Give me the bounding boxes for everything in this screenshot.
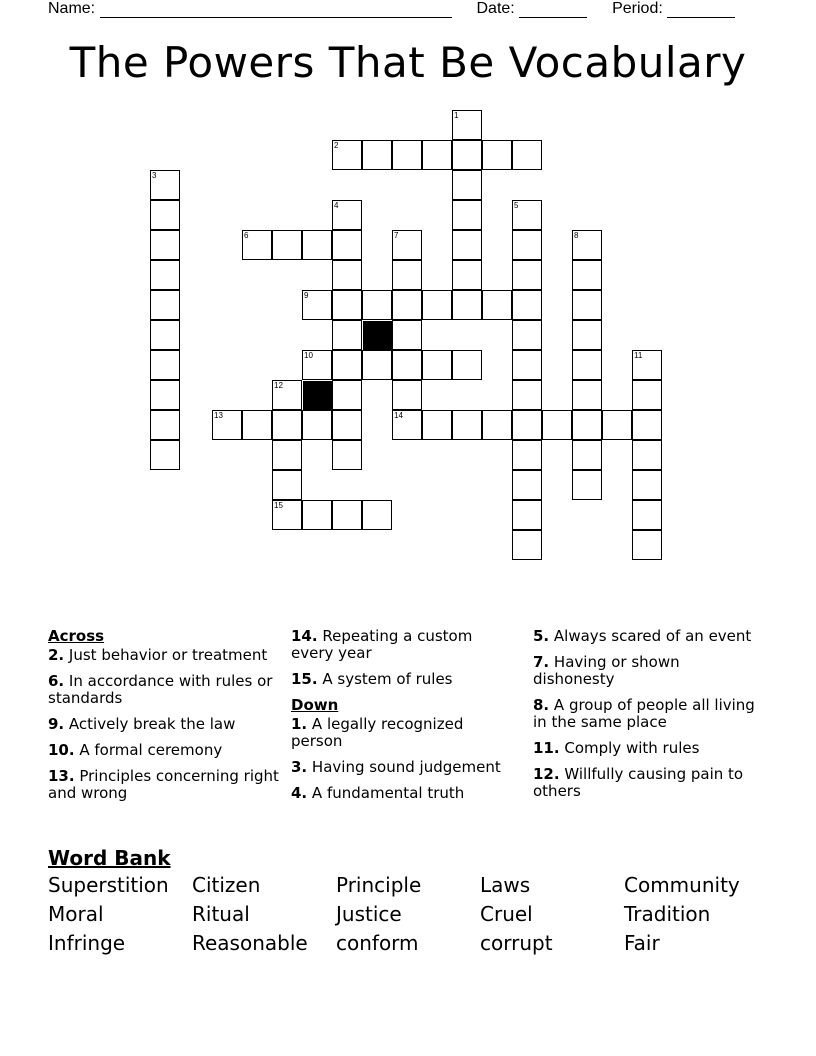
word-bank-item: Moral — [48, 902, 104, 926]
grid-cell[interactable] — [632, 350, 662, 380]
grid-cell[interactable] — [150, 320, 180, 350]
grid-cell[interactable] — [150, 380, 180, 410]
grid-cell[interactable] — [572, 350, 602, 380]
down-clues-col3 — [533, 628, 765, 809]
word-bank-item: Infringe — [48, 931, 126, 955]
grid-cell[interactable] — [150, 410, 180, 440]
grid-cell[interactable] — [392, 350, 422, 380]
grid-cell[interactable] — [452, 140, 482, 170]
grid-cell[interactable] — [572, 380, 602, 410]
word-bank-title: Word Bank — [48, 846, 171, 870]
grid-cell[interactable] — [572, 320, 602, 350]
word-bank-item: Cruel — [480, 902, 533, 926]
grid-cell[interactable] — [150, 290, 180, 320]
grid-cell[interactable] — [422, 140, 452, 170]
grid-cell[interactable] — [150, 440, 180, 470]
clue-number: 7 — [394, 231, 399, 240]
word-bank-item: Citizen — [192, 873, 261, 897]
clue-down-12: 12. Willfully causing pain to others — [533, 765, 744, 800]
grid-cell[interactable] — [392, 410, 422, 440]
clue-down-7: 7. Having or shown dishonesty — [533, 653, 680, 688]
grid-cell[interactable] — [572, 470, 602, 500]
grid-cell[interactable] — [150, 350, 180, 380]
grid-cell[interactable] — [392, 140, 422, 170]
clue-number: 4 — [334, 201, 339, 210]
grid-cell[interactable] — [512, 410, 542, 440]
grid-cell[interactable] — [392, 230, 422, 260]
grid-cell[interactable] — [272, 410, 302, 440]
grid-cell[interactable] — [452, 350, 482, 380]
word-bank-item: conform — [336, 931, 419, 955]
clue-number: 6 — [244, 231, 249, 240]
grid-cell[interactable] — [302, 290, 332, 320]
grid-cell[interactable] — [392, 320, 422, 350]
clue-number: 5 — [514, 201, 519, 210]
grid-cell[interactable] — [422, 290, 452, 320]
grid-cell[interactable] — [302, 350, 332, 380]
grid-cell[interactable] — [242, 230, 272, 260]
grid-cell[interactable] — [272, 470, 302, 500]
clue-number: 13 — [214, 411, 223, 420]
grid-cell[interactable] — [332, 350, 362, 380]
grid-cell[interactable] — [150, 260, 180, 290]
grid-cell[interactable] — [272, 500, 302, 530]
grid-cell[interactable] — [512, 290, 542, 320]
date-label: Date: — [476, 0, 515, 17]
grid-cell[interactable] — [512, 260, 542, 290]
word-bank-item: Community — [624, 873, 740, 897]
clue-across-2: 2. Just behavior or treatment — [48, 646, 268, 664]
grid-cell[interactable] — [332, 200, 362, 230]
clue-number: 12 — [274, 381, 283, 390]
grid-cell[interactable] — [632, 470, 662, 500]
grid-cell[interactable] — [482, 290, 512, 320]
grid-cell[interactable] — [332, 260, 362, 290]
clue-down-1: 1. A legally recognized person — [291, 715, 464, 750]
clue-down-5: 5. Always scared of an event — [533, 627, 752, 645]
clue-number: 15 — [274, 501, 283, 510]
grid-cell[interactable] — [452, 200, 482, 230]
name-label: Name: — [48, 0, 96, 17]
clue-number: 3 — [152, 171, 157, 180]
grid-cell[interactable] — [512, 320, 542, 350]
clue-across-9: 9. Actively break the law — [48, 715, 236, 733]
word-bank — [48, 874, 768, 955]
grid-cell[interactable] — [452, 170, 482, 200]
grid-cell[interactable] — [482, 410, 512, 440]
word-bank-item: Justice — [336, 902, 402, 926]
grid-cell[interactable] — [392, 380, 422, 410]
clue-number: 11 — [634, 351, 643, 360]
grid-cell[interactable] — [632, 410, 662, 440]
grid-cell[interactable] — [362, 350, 392, 380]
clue-number: 1 — [454, 111, 459, 120]
black-square — [363, 321, 393, 351]
clues-col2 — [291, 628, 511, 811]
grid-cell[interactable] — [150, 170, 180, 200]
grid-cell[interactable] — [512, 200, 542, 230]
grid-cell[interactable] — [572, 290, 602, 320]
grid-cell[interactable] — [512, 230, 542, 260]
word-bank-item: Tradition — [624, 902, 711, 926]
black-square — [303, 381, 333, 411]
grid-cell[interactable] — [332, 140, 362, 170]
grid-cell[interactable] — [332, 230, 362, 260]
clue-across-14: 14. Repeating a custom every year — [291, 627, 473, 662]
grid-cell[interactable] — [572, 440, 602, 470]
grid-cell[interactable] — [150, 200, 180, 230]
grid-cell[interactable] — [452, 260, 482, 290]
grid-cell[interactable] — [422, 410, 452, 440]
grid-cell[interactable] — [362, 290, 392, 320]
clue-across-13: 13. Principles concerning right and wrong — [48, 767, 279, 802]
across-heading: Across — [48, 627, 105, 645]
grid-cell[interactable] — [392, 260, 422, 290]
word-bank-item: Reasonable — [192, 931, 308, 955]
grid-cell[interactable] — [602, 410, 632, 440]
clue-across-15: 15. A system of rules — [291, 670, 453, 688]
grid-cell[interactable] — [632, 500, 662, 530]
grid-cell[interactable] — [572, 260, 602, 290]
grid-cell[interactable] — [632, 440, 662, 470]
grid-cell[interactable] — [332, 320, 362, 350]
clue-number: 10 — [304, 351, 313, 360]
grid-cell[interactable] — [542, 410, 572, 440]
grid-cell[interactable] — [272, 230, 302, 260]
word-bank-item: corrupt — [480, 931, 553, 955]
grid-cell[interactable] — [452, 290, 482, 320]
grid-cell[interactable] — [512, 440, 542, 470]
grid-cell[interactable] — [212, 410, 242, 440]
clue-across-6: 6. In accordance with rules or standards — [48, 672, 273, 707]
grid-cell[interactable] — [512, 380, 542, 410]
grid-cell[interactable] — [332, 440, 362, 470]
grid-cell[interactable] — [512, 470, 542, 500]
clue-down-3: 3. Having sound judgement — [291, 758, 501, 776]
grid-cell[interactable] — [452, 110, 482, 140]
clue-number: 14 — [394, 411, 403, 420]
period-label: Period: — [612, 0, 663, 17]
grid-cell[interactable] — [632, 380, 662, 410]
word-bank-item: Ritual — [192, 902, 250, 926]
grid-cell[interactable] — [392, 290, 422, 320]
page-title: The Powers That Be Vocabulary — [69, 38, 747, 87]
grid-cell[interactable] — [572, 410, 602, 440]
grid-cell[interactable] — [332, 380, 362, 410]
grid-cell[interactable] — [512, 350, 542, 380]
grid-cell[interactable] — [332, 410, 362, 440]
grid-cell[interactable] — [422, 350, 452, 380]
grid-cell[interactable] — [362, 140, 392, 170]
grid-cell[interactable] — [362, 500, 392, 530]
clue-down-4: 4. A fundamental truth — [291, 784, 465, 802]
grid-cell[interactable] — [272, 380, 302, 410]
grid-cell[interactable] — [512, 140, 542, 170]
down-heading: Down — [291, 696, 339, 714]
grid-cell[interactable] — [482, 140, 512, 170]
word-bank-item: Fair — [624, 931, 660, 955]
grid-cell[interactable] — [512, 500, 542, 530]
grid-cell[interactable] — [572, 230, 602, 260]
grid-cell[interactable] — [302, 230, 332, 260]
word-bank-item: Principle — [336, 873, 422, 897]
word-bank-item: Laws — [480, 873, 531, 897]
grid-cell[interactable] — [150, 230, 180, 260]
clue-number: 8 — [574, 231, 579, 240]
grid-cell[interactable] — [302, 410, 332, 440]
grid-cell[interactable] — [272, 440, 302, 470]
grid-cell[interactable] — [452, 230, 482, 260]
grid-cell[interactable] — [332, 290, 362, 320]
word-bank-item: Superstition — [48, 873, 169, 897]
clue-number: 9 — [304, 291, 309, 300]
clue-down-11: 11. Comply with rules — [533, 739, 700, 757]
grid-cell[interactable] — [452, 410, 482, 440]
grid-cell[interactable] — [632, 530, 662, 560]
grid-cell[interactable] — [242, 410, 272, 440]
grid-cell[interactable] — [512, 530, 542, 560]
grid-cell[interactable] — [332, 500, 362, 530]
grid-cell[interactable] — [302, 500, 332, 530]
clue-across-10: 10. A formal ceremony — [48, 741, 223, 759]
clue-down-8: 8. A group of people all living in the same place — [533, 696, 755, 731]
clue-number: 2 — [334, 141, 339, 150]
across-clues-col1 — [48, 628, 280, 811]
